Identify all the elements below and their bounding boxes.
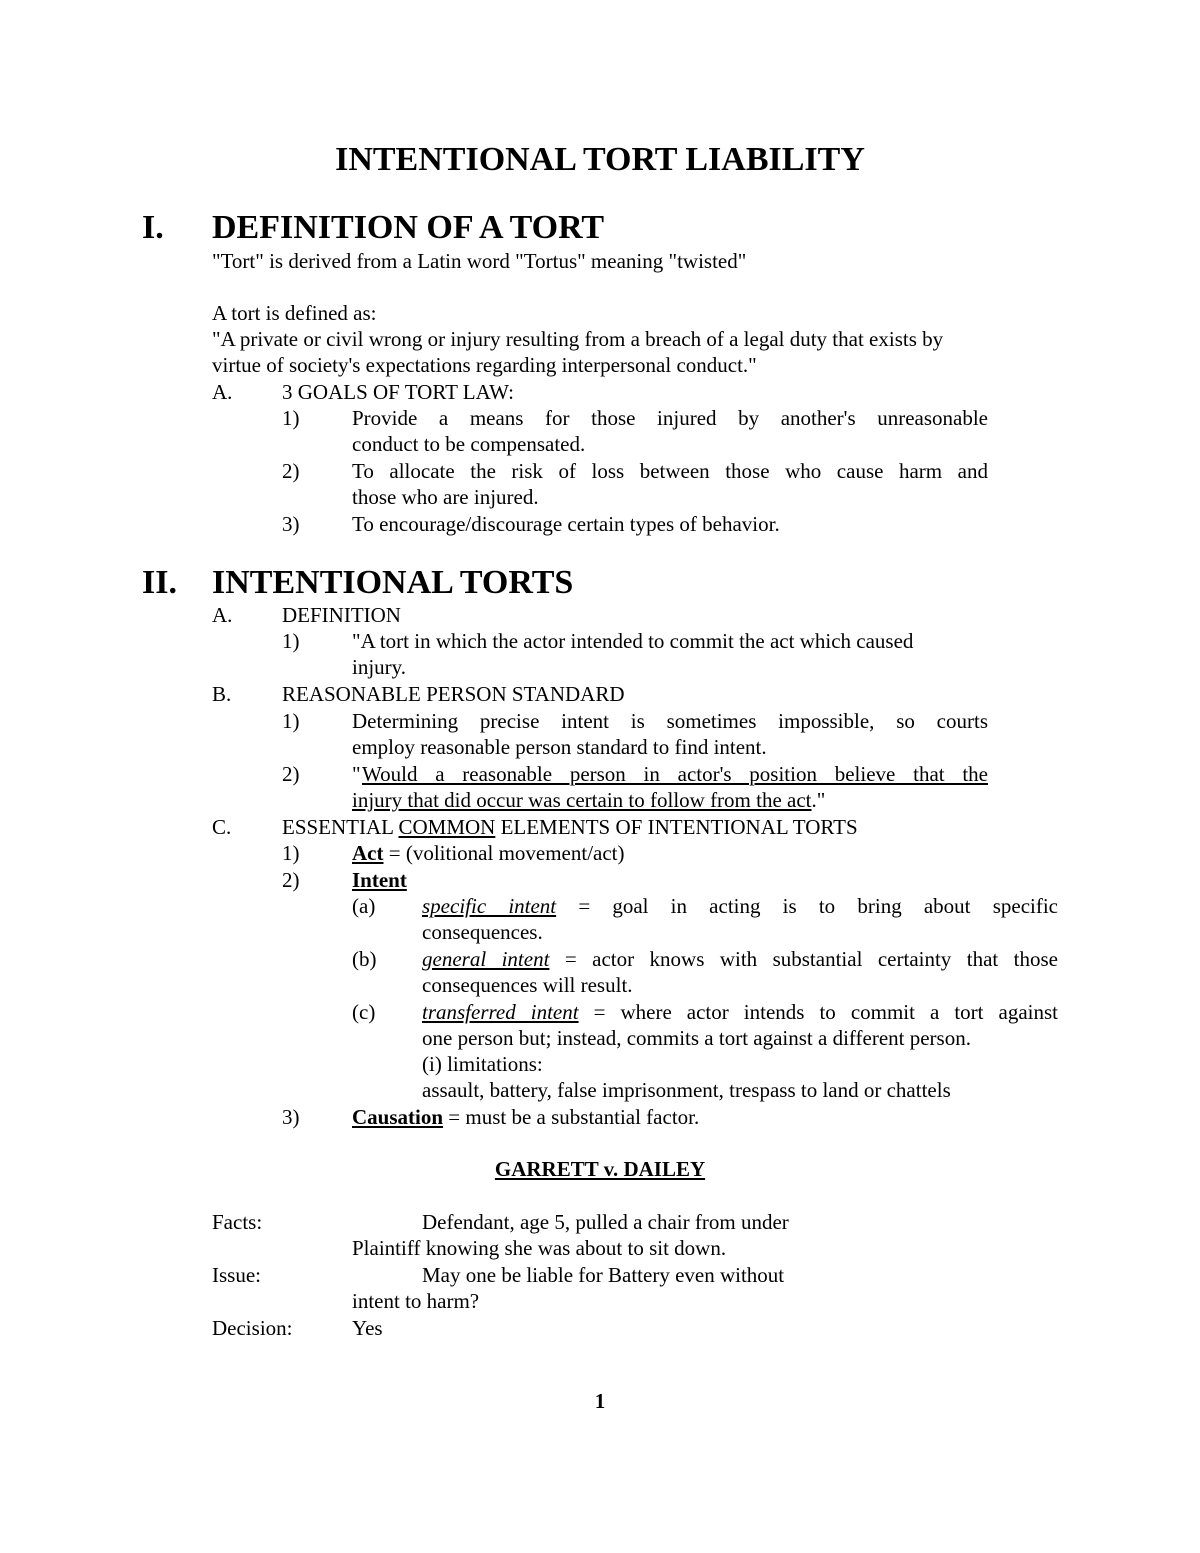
outline-letter: A. xyxy=(212,603,233,627)
transferred-intent-line-1 xyxy=(422,999,1058,1025)
facts-line-1: Defendant, age 5, pulled a chair from under xyxy=(422,1210,789,1234)
specific-intent-line-2: consequences. xyxy=(422,920,543,944)
section-2-number: II. xyxy=(142,564,177,601)
definition-heading: DEFINITION xyxy=(282,603,401,627)
specific-intent-definition: = goal in acting is to bring about specific xyxy=(556,894,1058,918)
outline-number: 1) xyxy=(282,406,300,430)
general-intent-line-1 xyxy=(422,946,1058,972)
outline-number: 3) xyxy=(282,1105,300,1129)
general-intent-line-2: consequences will result. xyxy=(422,973,633,997)
reasonable-person-test-line-1: Would a reasonable person in actor's position believe that the xyxy=(362,762,988,786)
reasonable-person-heading: REASONABLE PERSON STANDARD xyxy=(282,682,625,706)
goal-1-line-2: conduct to be compensated. xyxy=(352,432,586,456)
common-elements-post: ELEMENTS OF INTENTIONAL TORTS xyxy=(495,815,858,839)
goal-2-line-2: those who are injured. xyxy=(352,485,539,509)
transferred-intent-definition: = where actor intends to commit a tort against xyxy=(578,1000,1059,1024)
outline-sub-letter: (b) xyxy=(352,947,377,971)
tort-etymology: "Tort" is derived from a Latin word "Tortus" meaning "twisted" xyxy=(212,249,747,273)
outline-letter: B. xyxy=(212,682,232,706)
intentional-tort-definition-line-1: "A tort in which the actor intended to commit the act which caused xyxy=(352,629,914,653)
causation-definition: = must be a substantial factor. xyxy=(443,1105,700,1129)
outline-number: 2) xyxy=(282,868,300,892)
quote-mark: " xyxy=(352,762,361,786)
goal-2-line-1: To allocate the risk of loss between those who cause harm and xyxy=(352,459,988,483)
transferred-intent-line-2: one person but; instead, commits a tort against a different person. xyxy=(422,1026,971,1050)
outline-sub-letter: (c) xyxy=(352,1000,376,1024)
decision-label: Decision: xyxy=(212,1316,293,1340)
element-causation xyxy=(352,1104,699,1130)
facts-label: Facts: xyxy=(212,1210,263,1234)
general-intent-term: general intent xyxy=(422,947,550,971)
quote-close: ." xyxy=(811,788,826,812)
outline-number: 1) xyxy=(282,841,300,865)
reasonable-person-1-line-1: Determining precise intent is sometimes impossible, so courts xyxy=(352,709,988,733)
causation-term: Causation xyxy=(352,1105,444,1129)
reasonable-person-test-text: injury that did occur was certain to follow from the act xyxy=(352,788,812,812)
outline-number: 1) xyxy=(282,629,300,653)
tort-definition-line-2: virtue of society's expectations regarding interpersonal conduct." xyxy=(212,353,757,377)
outline-number: 3) xyxy=(282,512,300,536)
reasonable-person-1-line-2: employ reasonable person standard to find intent. xyxy=(352,735,767,759)
limitations-list: assault, battery, false imprisonment, trespass to land or chattels xyxy=(422,1078,951,1102)
outline-number: 2) xyxy=(282,459,300,483)
outline-letter: C. xyxy=(212,815,232,839)
reasonable-person-test-line-2 xyxy=(352,787,825,813)
section-1-number: I. xyxy=(142,209,164,246)
tort-defined-as: A tort is defined as: xyxy=(212,301,377,325)
issue-line-1: May one be liable for Battery even without xyxy=(422,1263,785,1287)
outline-number: 2) xyxy=(282,762,300,786)
intentional-tort-definition-line-2: injury. xyxy=(352,655,407,679)
intent-term: Intent xyxy=(352,868,407,892)
issue-label: Issue: xyxy=(212,1263,261,1287)
goal-1-line-1: Provide a means for those injured by another's unreasonable xyxy=(352,406,988,430)
common-word: COMMON xyxy=(398,815,496,839)
common-elements-heading xyxy=(282,814,858,840)
goals-heading: 3 GOALS OF TORT LAW: xyxy=(282,380,514,404)
common-elements-pre: ESSENTIAL xyxy=(282,815,399,839)
facts-line-2: Plaintiff knowing she was about to sit down. xyxy=(352,1236,727,1260)
outline-sub-letter: (a) xyxy=(352,894,376,918)
outline-letter: A. xyxy=(212,380,233,404)
case-title: GARRETT v. DAILEY xyxy=(494,1157,706,1181)
element-act xyxy=(352,840,625,866)
page-number: 1 xyxy=(594,1389,606,1413)
goal-3-line-1: To encourage/discourage certain types of behavior. xyxy=(352,512,780,536)
tort-definition-line-1: "A private or civil wrong or injury resulting from a breach of a legal duty that exists by xyxy=(212,327,944,351)
limitations-label: (i) limitations: xyxy=(422,1052,543,1076)
general-intent-definition: = actor knows with substantial certainty that those xyxy=(549,947,1058,971)
issue-line-2: intent to harm? xyxy=(352,1289,480,1313)
specific-intent-term: specific intent xyxy=(422,894,557,918)
act-definition: = (volitional movement/act) xyxy=(383,841,625,865)
transferred-intent-term: transferred intent xyxy=(422,1000,579,1024)
specific-intent-line-1 xyxy=(422,893,1058,919)
section-2-heading: INTENTIONAL TORTS xyxy=(212,564,574,601)
decision-value: Yes xyxy=(352,1316,383,1340)
document-title: INTENTIONAL TORT LIABILITY xyxy=(335,141,865,178)
act-term: Act xyxy=(352,841,384,865)
section-1-heading: DEFINITION OF A TORT xyxy=(212,209,605,246)
outline-number: 1) xyxy=(282,709,300,733)
